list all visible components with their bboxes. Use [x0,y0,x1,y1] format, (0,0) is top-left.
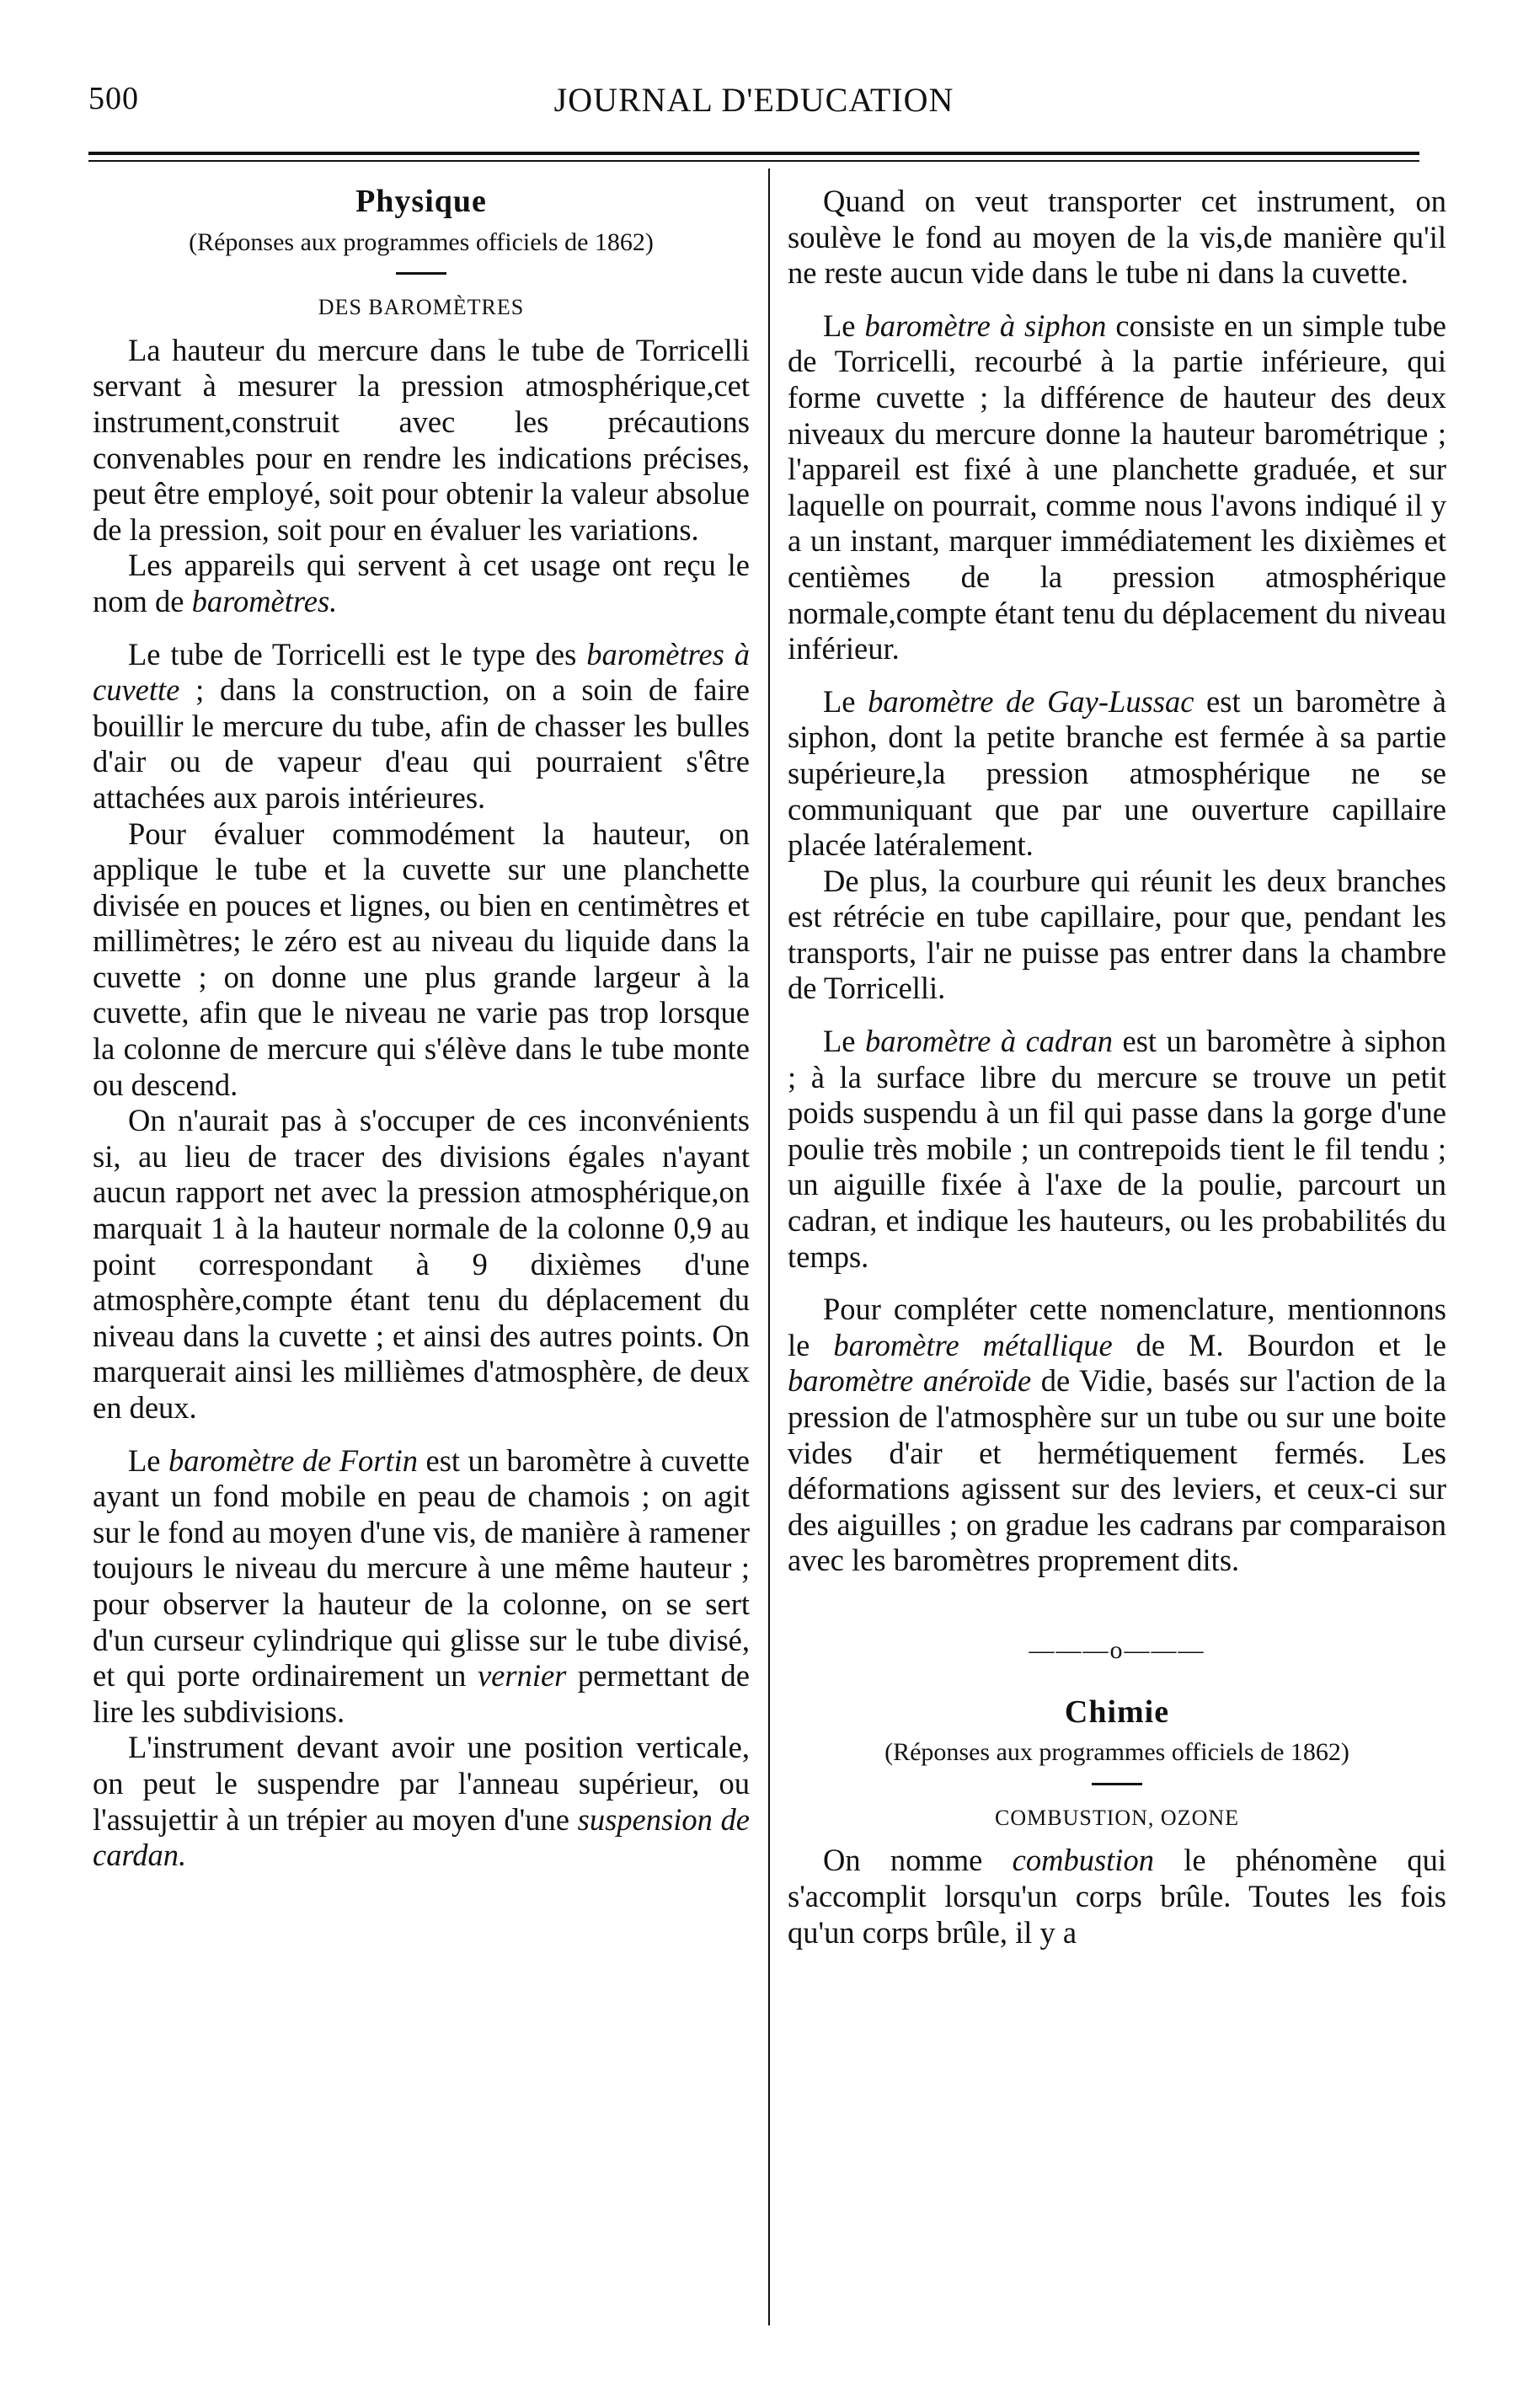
paragraph: De plus, la courbure qui réunit les deux branches est rétrécie en tube capillaire, pour que, pendant les transports, l'air ne puisse pas entrer dans la chambre de Torricelli. [788,863,1446,1006]
italic-term: baromètre de Fortin [168,1442,419,1478]
paragraph: Quand on veut transporter cet instrument, on soulève le fond au moyen de la vis,de manière qu'il ne reste aucun vide dans le tube ni dans la cuvette. [788,184,1446,291]
page-number: 500 [88,81,139,116]
italic-term: suspension de cardan. [93,1801,750,1873]
right-column [788,184,1446,1950]
paragraph: On nomme combustion le phénomène qui s'accomplit lorsqu'un corps brûle. Toutes les fois qu'un corps brûle, il y a [788,1843,1447,1950]
paragraph: La hauteur du mercure dans le tube de Torricelli servant à mesurer la pression atmosphérique,cet instrument,construit avec les précautions convenables pour en rendre les indications précises, peut être employé, soit pour obtenir la valeur absolue de la pression, soit pour en évaluer les variations. [93,332,750,547]
italic-term: vernier [477,1658,567,1694]
italic-term: baromètres. [191,583,338,618]
dash-separator [396,272,446,275]
section-title-physique: Physique [355,184,487,219]
paragraph: Pour évaluer commodément la hauteur, on applique le tube et la cuvette sur une planchette divisée en pouces et lignes, ou bien en centimètres et millimètres; le zéro est au niveau du liquide dans la cuvette ; on donne une plus grande largeur à la cuvette, afin que le niveau ne varie pas trop lorsque la colonne de mercure qui s'élève dans le tube monte ou descend. [93,816,750,1102]
italic-term: baromètre anéroïde [788,1363,1032,1399]
section-subtitle: (Réponses aux programmes officiels de 1862) [884,1738,1349,1767]
subheading-combustion: COMBUSTION, OZONE [995,1805,1239,1830]
paragraph: Le baromètre de Fortin est un baromètre à cuvette ayant un fond mobile en peau de chamois ; on agit sur le fond au moyen d'une vis, de manière à ramener toujours le niveau du mercure à une même hauteur ; pour observer la hauteur de la colonne, on se sert d'un curseur cylindrique qui glisse sur le tube divisé, et qui porte ordinairement un vernier permettant de lire les subdivisions. [93,1442,750,1729]
paragraph: Le tube de Torricelli est le type des baromètres à cuvette ; dans la construction, on a soin de faire bouillir le mercure du tube, afin de chasser les bulles d'air ou de vapeur d'eau qui pourraient s'être attachées aux parois intérieures. [93,636,750,815]
header-rule-thin [88,160,1419,162]
paragraph: On n'aurait pas à s'occuper de ces inconvénients si, au lieu de tracer des divisions égales n'ayant aucun rapport net avec la pression atmosphérique,on marquait 1 à la hauteur normale de la colonne 0,9 au point correspondant à 9 dixièmes d'une atmosphère,compte étant tenu du déplacement du niveau dans la cuvette ; et ainsi des autres points. On marquerait ainsi les millièmes d'atmosphère, de deux en deux. [93,1103,750,1425]
header-rule [88,152,1419,155]
section-title-chimie: Chimie [1064,1694,1170,1730]
italic-term: baromètre à cadran [865,1024,1113,1059]
italic-term: baromètres à cuvette [93,636,750,708]
journal-title: JOURNAL D'EDUCATION [553,81,954,119]
section-subtitle: (Réponses aux programmes officiels de 1862) [189,227,654,256]
column-divider [768,169,770,2325]
ornament-separator: ———o——— [1029,1635,1205,1664]
subheading-barometres: DES BAROMÈTRES [318,295,525,320]
paragraph: Pour compléter cette nomenclature, mentionnons le baromètre métallique de M. Bourdon et le baromètre anéroïde de Vidie, basés sur l'action de la pression de l'atmosphère sur un tube ou sur une boite vides d'air et hermétiquement fermés. Les déformations agissent sur des leviers, et ceux-ci sur des aiguilles ; on gradue les cadrans par comparaison avec les baromètres proprement dits. [788,1292,1446,1578]
italic-term: combustion [1012,1843,1154,1878]
italic-term: baromètre de Gay-Lussac [868,683,1194,719]
dash-separator [1092,1783,1142,1785]
italic-term: baromètre métallique [833,1327,1113,1362]
paragraph: Le baromètre à cadran est un baromètre à siphon ; à la surface libre du mercure se trouve un petit poids suspendu à un fil qui passe dans la gorge d'une poulie très mobile ; un contrepoids tient le fil tendu ; un aiguille fixée à l'axe de la poulie, parcourt un cadran, et indique les hauteurs, ou les probabilités du temps. [788,1024,1446,1274]
paragraph: Les appareils qui servent à cet usage ont reçu le nom de baromètres. [93,548,750,618]
italic-term: baromètre à siphon [864,308,1107,343]
paragraph: Le baromètre à siphon consiste en un simple tube de Torricelli, recourbé à la partie inférieure, qui forme cuvette ; la différence de hauteur des deux niveaux du mercure donne la hauteur barométrique ; l'appareil est fixé à une planchette graduée, et sur laquelle on pourrait, comme nous l'avons indiqué il y a un instant, marquer immédiatement les dixièmes et centièmes de la pression atmosphérique normale,compte étant tenu du déplacement du niveau inférieur. [788,308,1446,666]
page-header [88,80,1419,131]
paragraph: L'instrument devant avoir une position verticale, on peut le suspendre par l'anneau supérieur, ou l'assujettir à un trépier au moyen d'une suspension de cardan. [93,1730,750,1873]
left-column [93,184,750,1874]
paragraph: Le baromètre de Gay-Lussac est un baromètre à siphon, dont la petite branche est fermée à sa partie supérieure,la pression atmosphérique ne se communiquant que par une ouverture capillaire placée latéralement. [788,683,1446,863]
